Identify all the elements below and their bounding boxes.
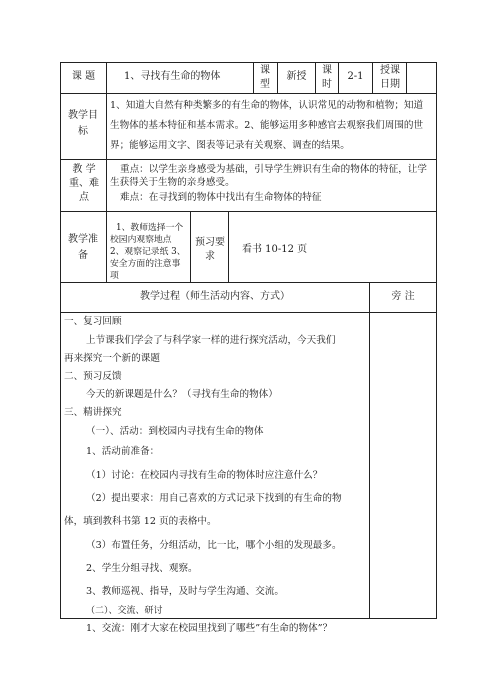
label-preview: 预习要求	[195, 237, 225, 262]
process-line: （3）布置任务，分组活动，比一比，哪个小组的发现最多。	[86, 540, 342, 551]
vline-h4	[315, 62, 316, 94]
rule-after-goals	[60, 159, 437, 160]
label-prep: 教学准备	[68, 234, 98, 261]
label-periods: 课时	[322, 65, 332, 90]
process-line: 今天的新课题是什么？（寻找有生命的物体）	[86, 389, 278, 400]
rule-after-keypoints	[60, 211, 437, 212]
label-type: 课型	[260, 65, 270, 90]
rule-after-header	[60, 93, 437, 94]
vline-prep-2	[228, 212, 229, 283]
process-line: 一、复习回顾	[64, 316, 122, 327]
process-line: （2）提出要求：用自己喜欢的方式记录下找到的有生命的物	[86, 493, 342, 504]
process-line: 1、交流：刚才大家在校园里找到了哪些”有生命的物体”？	[86, 623, 333, 634]
process-line: 二、预习反馈	[64, 371, 122, 382]
vline-h1	[106, 62, 107, 94]
keypoints-difficult: 难点：在寻找到的物体中找出有生命物体的特征	[120, 192, 322, 203]
border-bottom	[60, 618, 437, 619]
type-value: 新授	[286, 71, 307, 82]
process-line: 1、活动前准备：	[86, 446, 160, 457]
vline-h2	[253, 62, 254, 94]
process-line: 体，填到教科书第 12 页的表格中。	[64, 516, 217, 527]
process-line: （1）讨论：在校园内寻找有生命的物体时应注意什么？	[86, 470, 323, 481]
process-line: 三、精讲探究	[64, 407, 122, 418]
border-left	[60, 62, 61, 619]
label-keypoints: 教 学 重、难 点	[69, 164, 99, 203]
process-line: （二）、交流、研讨	[86, 606, 163, 616]
rule-after-process-header	[60, 312, 437, 313]
subject-value: 1、寻找有生命的物体	[124, 71, 221, 82]
process-header: 教学过程（师生活动内容、方式）	[140, 291, 290, 302]
periods-value: 2-1	[347, 71, 364, 82]
process-line: 2、学生分组寻找、观察。	[86, 563, 198, 574]
process-line: （一）、活动：到校园内寻找有生命的物体	[86, 426, 264, 437]
vline-label-col	[106, 94, 107, 283]
goals-text: 1、知道大自然有种类繁多的有生命的物体，认识常见的动物和植物；知道生物体的基本特征和基本需求。2、能够运用多种感官去观察我们周围的世界；能够运用文字、图表等记录有关观察、调查的结果。	[110, 100, 424, 151]
label-subject: 课 题	[71, 71, 96, 82]
prep-text: 1、教师选择一个校园内观察地点 2、观察记录纸 3、安全方面的注意事项	[110, 223, 186, 281]
process-line: 3、教师巡视、指导，及时与学生沟通、交流。	[86, 586, 284, 597]
vline-prep-1	[190, 212, 191, 283]
label-goals: 教学目标	[68, 110, 98, 137]
notes-header: 旁 注	[391, 291, 415, 302]
keypoints-key: 重点：以学生亲身感受为基础，引导学生辨识有生命的物体的特征，让学生获得关于生物的亲身感受。	[110, 164, 427, 188]
preview-value: 看书 10-12 页	[242, 244, 308, 255]
vline-h7	[406, 62, 407, 94]
process-line: 再来探究一个新的课题	[64, 353, 160, 364]
label-date: 授课日期	[380, 65, 400, 90]
vline-h6	[372, 62, 373, 94]
process-line: 上节课我们学会了与科学家一样的进行探究活动，今天我们	[86, 335, 336, 346]
border-top	[60, 62, 437, 63]
rule-after-prep	[60, 282, 437, 283]
